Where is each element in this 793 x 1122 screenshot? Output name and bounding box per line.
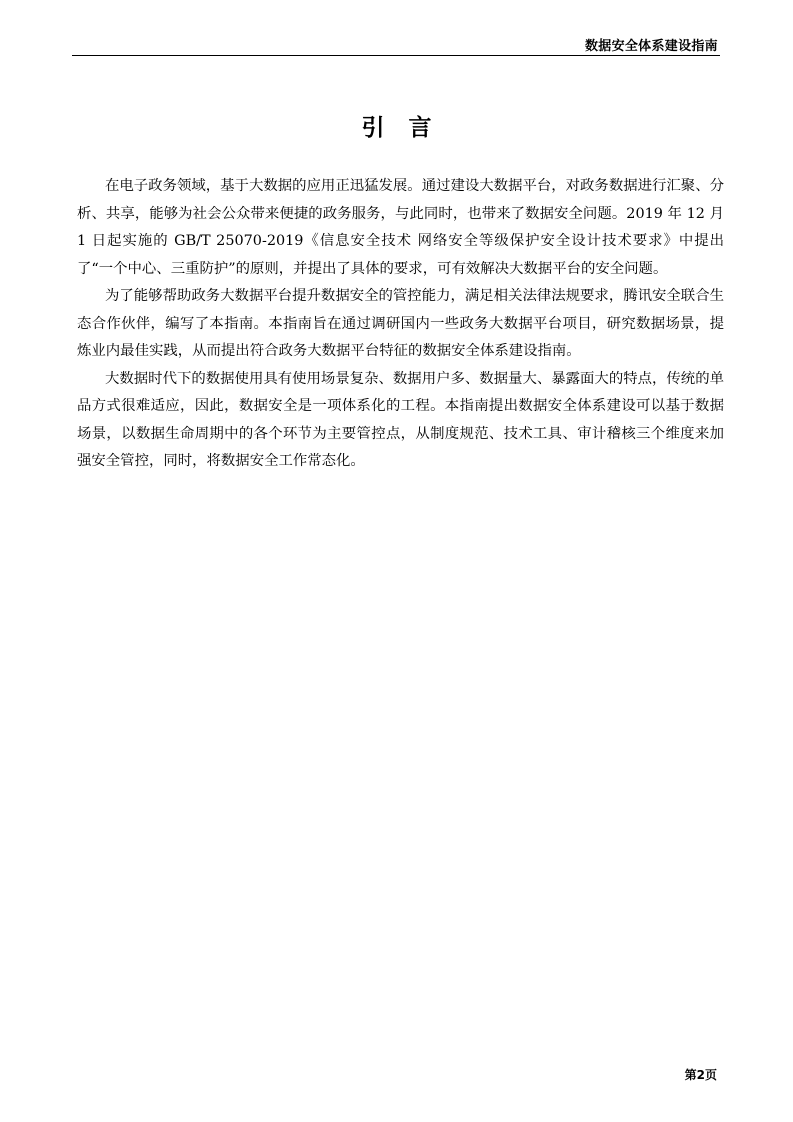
paragraph-3: 大数据时代下的数据使用具有使用场景复杂、数据用户多、数据量大、暴露面大的特点，传统的单品方式很难适应，因此，数据安全是一项体系化的工程。本指南提出数据安全体系建设可以基于数据场景，以数据生命周期中的各个环节为主要管控点，从制度规范、技术工具、审计稽核三个维度来加强安全管控，同时，将数据安全工作常态化。 xyxy=(77,370,724,469)
paragraph-1: 在电子政务领域，基于大数据的应用正迅猛发展。通过建设大数据平台，对政务数据进行汇聚、分析、共享，能够为社会公众带来便捷的政务服务，与此同时，也带来了数据安全问题。2019 年 12 月 1 日起实施的 GB/T 25070-2019《信息安全技术 网络安全等级保护安全设计技术要求》中提出了“一个中心、三重防护”的原则，并提出了具体的要求，可有效解决大数据平台的安全问题。 xyxy=(77,178,724,277)
section-body xyxy=(77,173,724,476)
paragraph-2: 为了能够帮助政务大数据平台提升数据安全的管控能力，满足相关法律法规要求，腾讯安全联合生态合作伙伴，编写了本指南。本指南旨在通过调研国内一些政务大数据平台项目，研究数据场景，提炼业内最佳实践，从而提出符合政务大数据平台特征的数据安全体系建设指南。 xyxy=(77,288,724,359)
header-divider xyxy=(72,55,720,56)
section-title: 引言 xyxy=(361,114,456,142)
page-number: 第2页 xyxy=(684,1068,717,1082)
document-header-title: 数据安全体系建设指南 xyxy=(584,39,718,54)
